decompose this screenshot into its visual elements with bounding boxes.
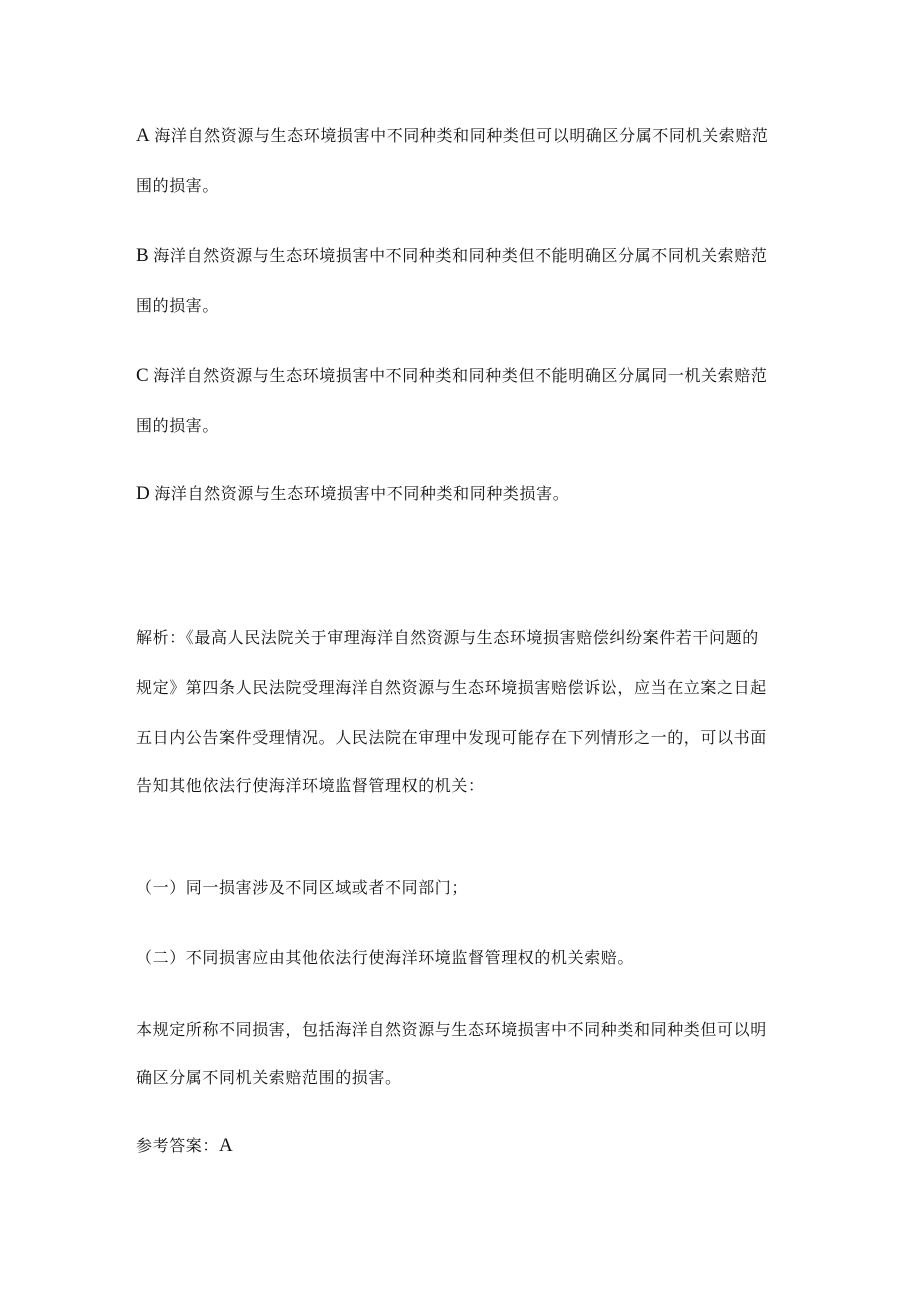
option-a-line-2: 围的损害。 (136, 176, 220, 195)
option-d-line-1 (136, 482, 569, 506)
analysis-line-4: 告知其他依法行使海洋环境监督管理权的机关： (136, 776, 485, 795)
analysis-item-2: （二）不同损害应由其他依法行使海洋环境监督管理权的机关索赔。 (136, 948, 635, 967)
option-a-line-1 (136, 124, 769, 148)
option-b-text: 海洋自然资源与生态环境损害中不同种类和同种类但不能明确区分属不同机关索赔范 (153, 246, 768, 265)
analysis-item-1: （一）同一损害涉及不同区域或者不同部门； (136, 878, 469, 897)
option-d-text: 海洋自然资源与生态环境损害中不同种类和同种类损害。 (154, 484, 570, 503)
option-c-letter: C (136, 365, 150, 386)
option-c-line-1 (136, 364, 767, 388)
analysis-line-3: 五日内公告案件受理情况。人民法院在审理中发现可能存在下列情形之一的，可以书面 (136, 728, 767, 747)
analysis-line-1: 解析：《最高人民法院关于审理海洋自然资源与生态环境损害赔偿纠纷案件若干问题的 (136, 628, 759, 647)
analysis-note-line-1: 本规定所称不同损害，包括海洋自然资源与生态环境损害中不同种类和同种类但可以明 (136, 1020, 767, 1039)
analysis-line-2: 规定》第四条人民法院受理海洋自然资源与生态环境损害赔偿诉讼，应当在立案之日起 (136, 678, 767, 697)
answer-line (136, 1134, 237, 1158)
analysis-note-line-2: 确区分属不同机关索赔范围的损害。 (136, 1068, 402, 1087)
option-a-text: 海洋自然资源与生态环境损害中不同种类和同种类但可以明确区分属不同机关索赔范 (154, 126, 769, 145)
option-d-letter: D (136, 483, 151, 504)
answer-value: A (219, 1135, 234, 1156)
option-b-letter: B (136, 245, 150, 266)
option-b-line-2: 围的损害。 (136, 296, 220, 315)
answer-label: 参考答案： (136, 1136, 220, 1155)
option-c-text: 海洋自然资源与生态环境损害中不同种类和同种类但不能明确区分属同一机关索赔范 (153, 366, 768, 385)
option-b-line-1 (136, 244, 767, 268)
option-a-letter: A (136, 125, 151, 146)
option-c-line-2: 围的损害。 (136, 416, 220, 435)
